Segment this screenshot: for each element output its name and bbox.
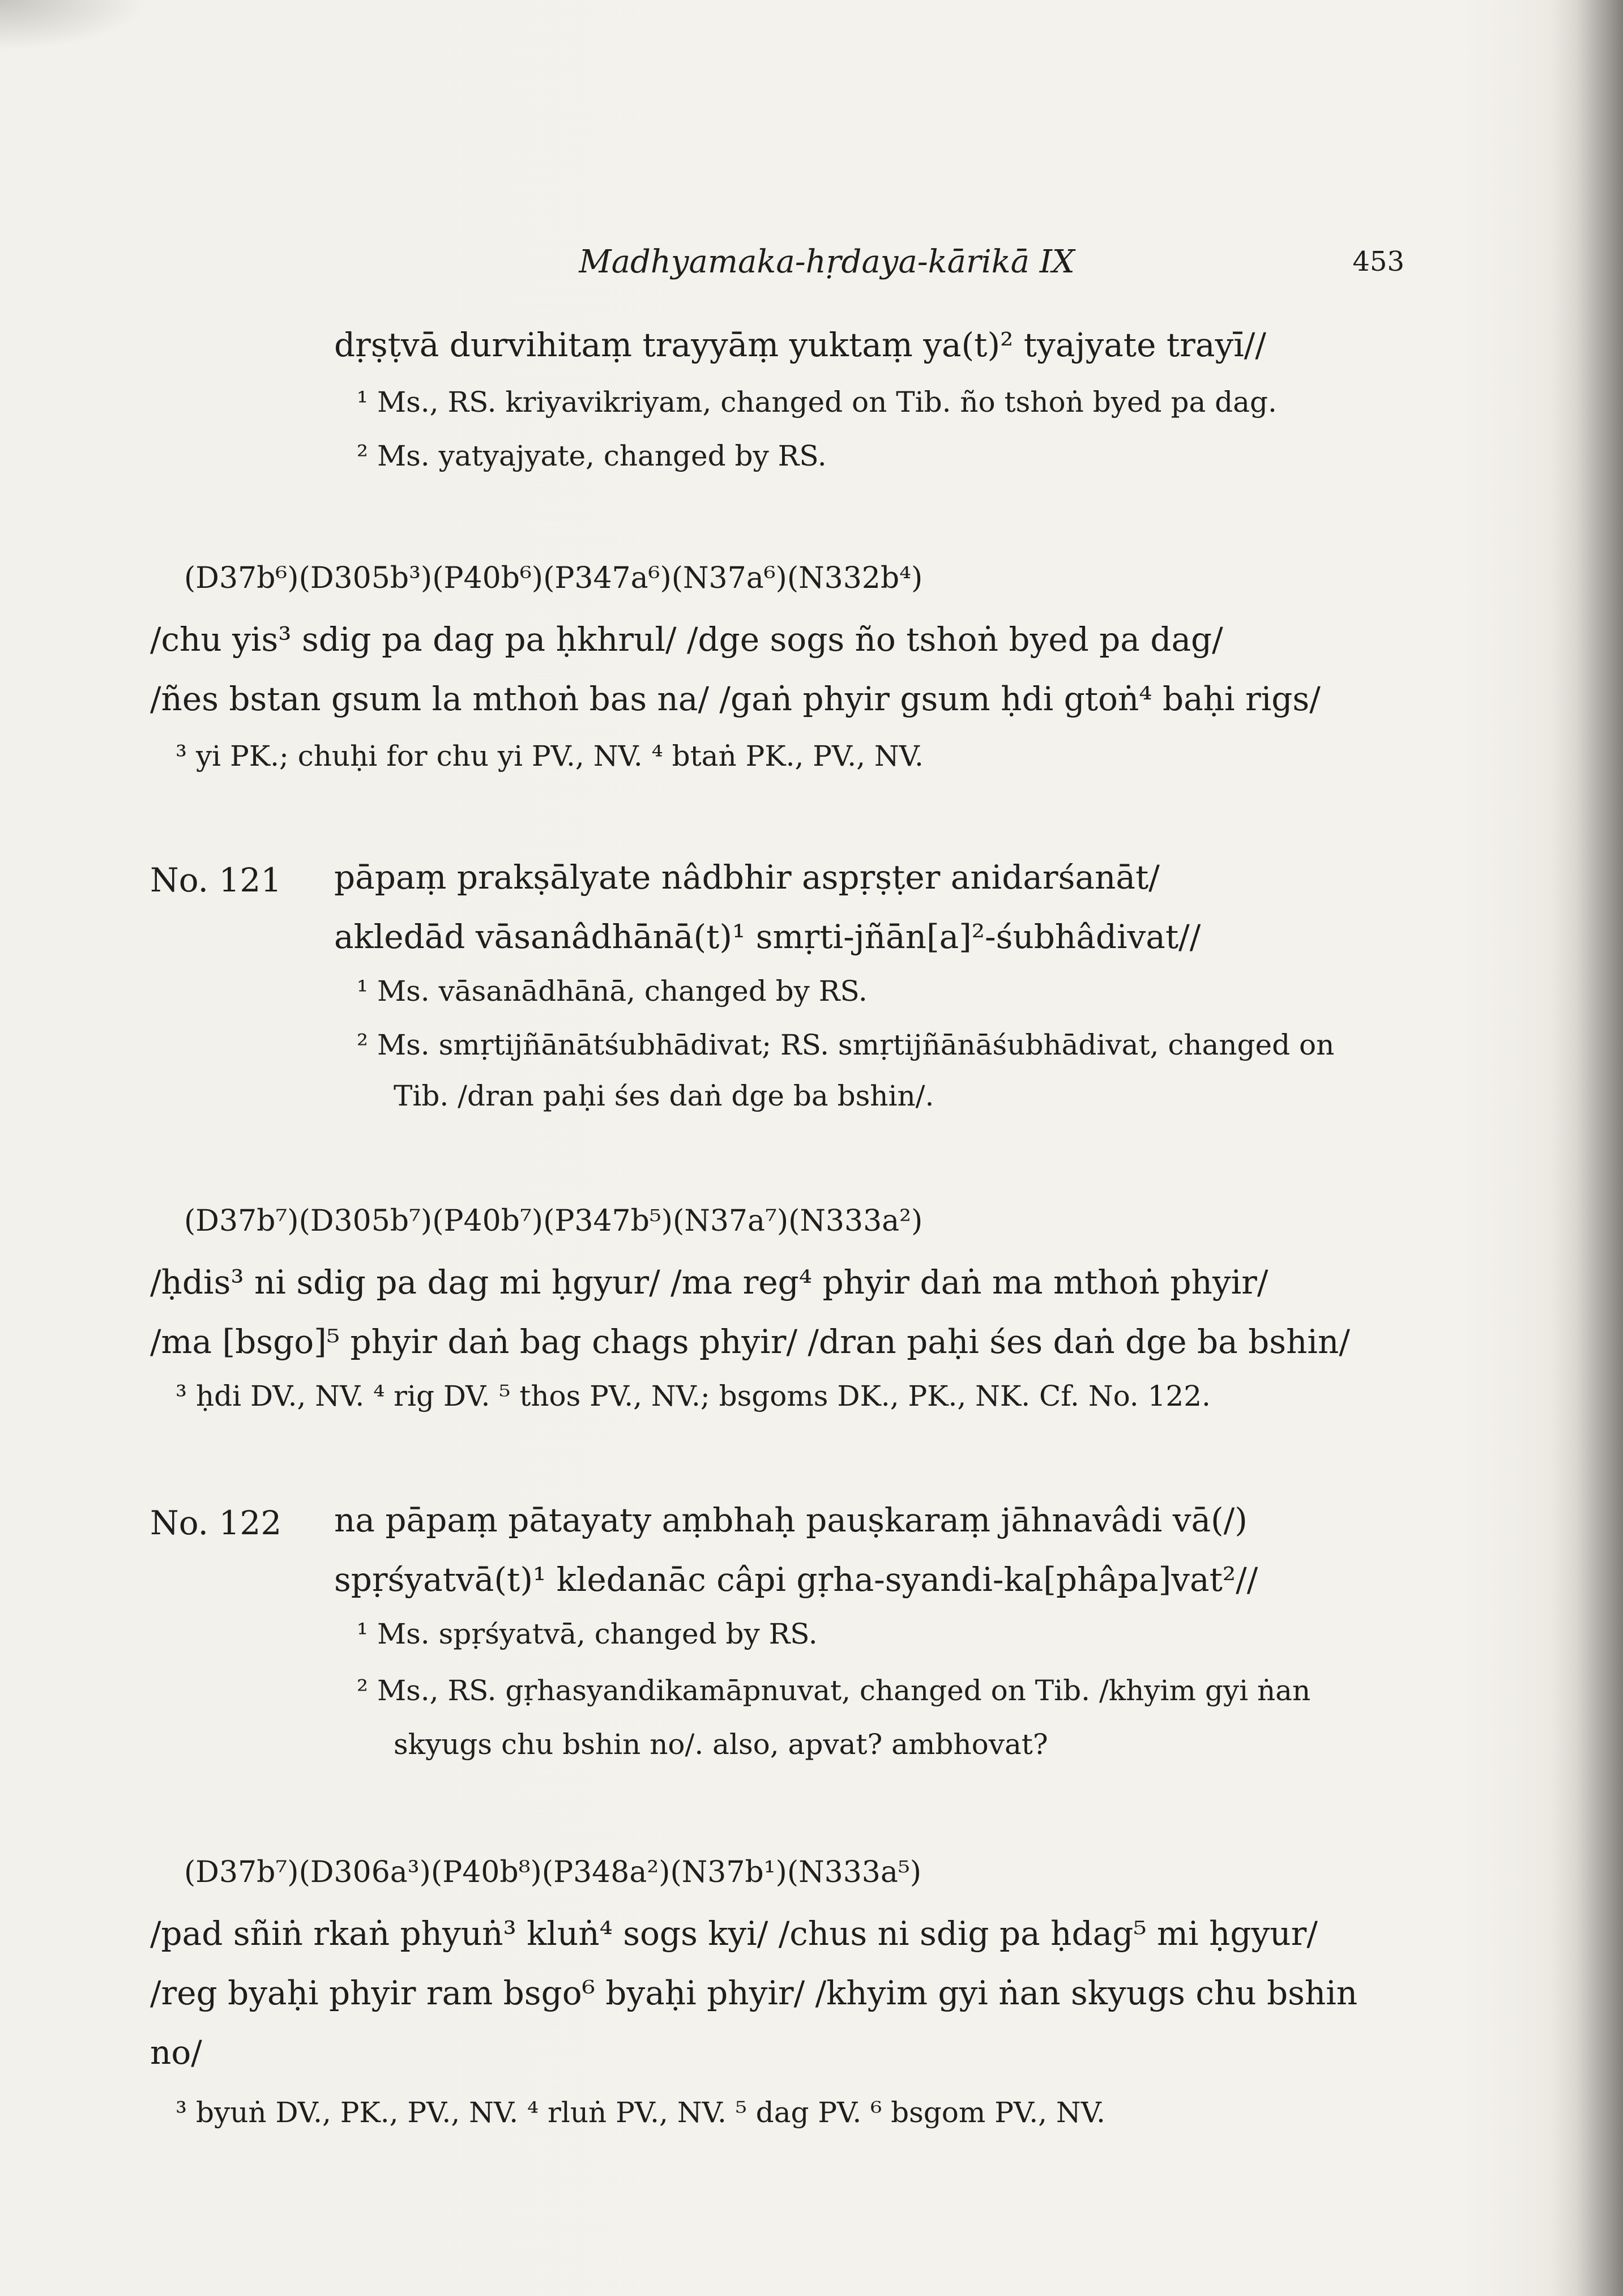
footnote-2-cont: Tib. /dran paḥi śes daṅ dge ba bshin/. — [394, 1079, 934, 1112]
edition-refs: (D37b⁶)(D305b³)(P40b⁶)(P347a⁶)(N37a⁶)(N332b⁴) — [184, 561, 923, 595]
variant-notes: ³ byuṅ DV., PK., PV., NV. ⁴ rluṅ PV., NV. ⁵ dag PV. ⁶ bsgom PV., NV. — [176, 2096, 1105, 2129]
running-title: Madhyamaka-hṛdaya-kārikā IX — [579, 244, 1075, 280]
sanskrit-line-2: spṛśyatvā(t)¹ kledanāc câpi gṛha-syandi-ka[phâpa]vat²// — [334, 1560, 1258, 1599]
footnote-2: ² Ms., RS. gṛhasyandikamāpnuvat, changed on Tib. /khyim gyi ṅan — [357, 1674, 1311, 1707]
footnote-1: ¹ Ms., RS. kriyavikriyam, changed on Tib. ño tshoṅ byed pa dag. — [357, 386, 1277, 419]
verse-number: No. 121 — [150, 861, 282, 899]
sanskrit-line-2: akledād vāsanâdhānā(t)¹ smṛti-jñān[a]²-śubhâdivat// — [334, 917, 1201, 956]
tibetan-line-2: /reg byaḥi phyir ram bsgo⁶ byaḥi phyir/ /khyim gyi ṅan skyugs chu bshin — [150, 1974, 1358, 2012]
tibetan-line-2: /ñes bstan gsum la mthoṅ bas na/ /gaṅ phyir gsum ḥdi gtoṅ⁴ baḥi rigs/ — [150, 680, 1321, 718]
binding-shadow — [1549, 0, 1623, 2296]
verse-number: No. 122 — [150, 1504, 282, 1542]
footnote-2: ² Ms. smṛtijñānātśubhādivat; RS. smṛtijñānāśubhādivat, changed on — [357, 1028, 1335, 1061]
page-number: 453 — [1352, 246, 1404, 278]
footnote-2-cont: skyugs chu bshin no/. also, apvat? ambhovat? — [394, 1728, 1048, 1761]
edition-refs: (D37b⁷)(D305b⁷)(P40b⁷)(P347b⁵)(N37a⁷)(N333a²) — [184, 1204, 923, 1238]
footnote-1: ¹ Ms. spṛśyatvā, changed by RS. — [357, 1618, 818, 1650]
sanskrit-line-1: na pāpaṃ pātayaty aṃbhaḥ pauṣkaraṃ jāhnavâdi vā(/) — [334, 1501, 1248, 1539]
edition-refs: (D37b⁷)(D306a³)(P40b⁸)(P348a²)(N37b¹)(N333a⁵) — [184, 1855, 922, 1889]
page-header — [249, 244, 1404, 289]
tibetan-line-2: /ma [bsgo]⁵ phyir daṅ bag chags phyir/ /dran paḥi śes daṅ dge ba bshin/ — [150, 1322, 1350, 1361]
variant-notes: ³ yi PK.; chuḥi for chu yi PV., NV. ⁴ btaṅ PK., PV., NV. — [176, 740, 924, 773]
tibetan-line-1: /ḥdis³ ni sdig pa dag mi ḥgyur/ /ma reg⁴ phyir daṅ ma mthoṅ phyir/ — [150, 1263, 1268, 1301]
variant-notes: ³ ḥdi DV., NV. ⁴ rig DV. ⁵ thos PV., NV.; bsgoms DK., PK., NK. Cf. No. 122. — [176, 1380, 1211, 1412]
footnote-2: ² Ms. yatyajyate, changed by RS. — [357, 439, 827, 472]
tibetan-line-1: /pad sñiṅ rkaṅ phyuṅ³ kluṅ⁴ sogs kyi/ /chus ni sdig pa ḥdag⁵ mi ḥgyur/ — [150, 1914, 1318, 1953]
corner-smudge — [0, 0, 147, 51]
tibetan-line-3: no/ — [150, 2033, 202, 2072]
tibetan-line-1: /chu yis³ sdig pa dag pa ḥkhrul/ /dge sogs ño tshoṅ byed pa dag/ — [150, 620, 1223, 659]
verse-line: dṛṣṭvā durvihitaṃ trayyāṃ yuktaṃ ya(t)² tyajyate trayī// — [334, 326, 1266, 364]
footnote-1: ¹ Ms. vāsanādhānā, changed by RS. — [357, 975, 868, 1008]
sanskrit-line-1: pāpaṃ prakṣālyate nâdbhir aspṛṣṭer anidarśanāt/ — [334, 858, 1160, 897]
